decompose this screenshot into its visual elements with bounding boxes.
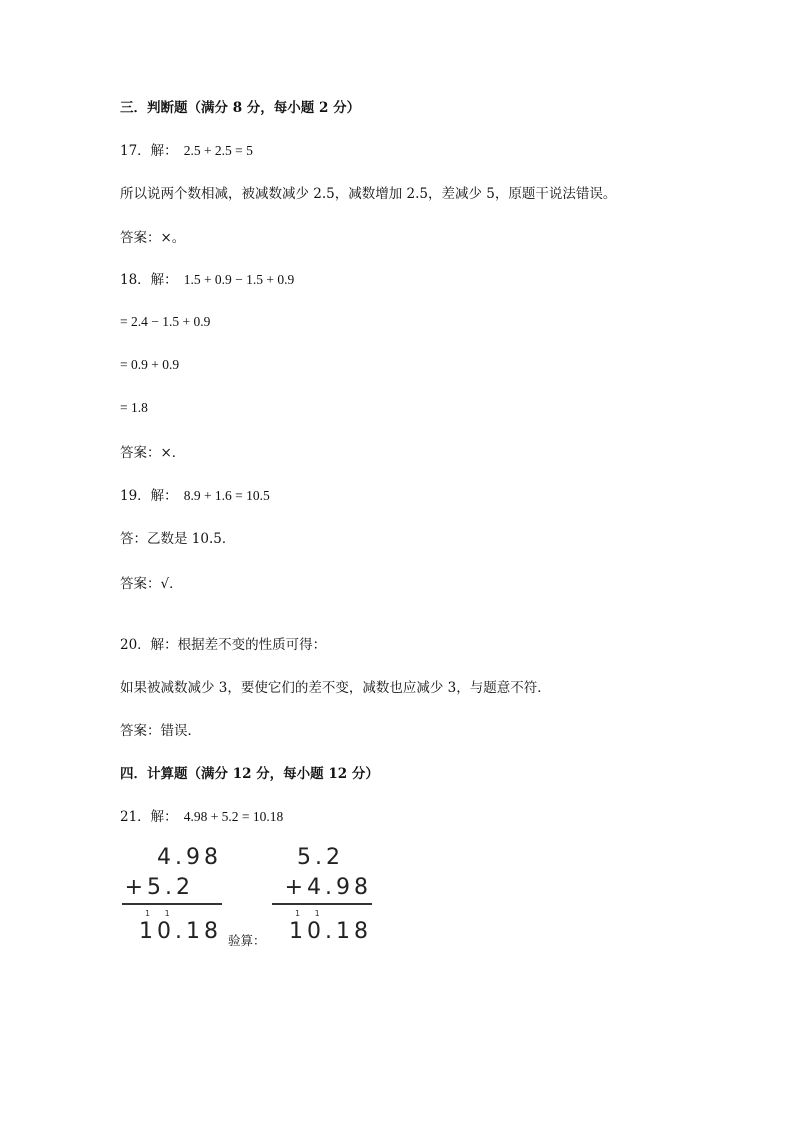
q19-answer: 答案：√． — [120, 576, 183, 592]
q21-label: 21．解： — [120, 809, 178, 825]
q19-label: 19．解： — [120, 488, 178, 504]
q21-expression: 4.98 + 5.2 = 10.18 — [183, 809, 284, 824]
check-label: 验算： — [228, 933, 266, 948]
calc1-result: 10.18 — [139, 919, 222, 944]
q19-line — [120, 486, 270, 506]
q21-line — [120, 807, 283, 827]
q17-line — [120, 141, 253, 161]
q18-step1: = 2.4 − 1.5 + 0.9 — [120, 314, 211, 329]
calc1-carries: 1 1 — [145, 909, 176, 918]
calc2-addend: +4.98 — [284, 875, 372, 900]
q18-label: 18．解： — [120, 272, 178, 288]
section3-heading: 三．判断题（满分 8 分，每小题 2 分） — [120, 100, 361, 116]
q17-explanation: 所以说两个数相减，被减数减少 2.5，减数增加 2.5，差减少 5，原题干说法错误。 — [120, 186, 617, 202]
calc2-carries: 1 1 — [295, 909, 326, 918]
q17-expression: 2.5 + 2.5 = 5 — [183, 143, 253, 158]
q18-line — [120, 270, 294, 290]
section4-heading: 四．计算题（满分 12 分，每小题 12 分） — [120, 766, 379, 782]
q18-expression: 1.5 + 0.9 − 1.5 + 0.9 — [183, 272, 295, 287]
calc2-top-number: 5.2 — [297, 845, 344, 870]
q17-label: 17．解： — [120, 143, 178, 159]
q18-step3: = 1.8 — [120, 400, 148, 415]
q18-step2: = 0.9 + 0.9 — [120, 357, 180, 372]
calc2-result: 10.18 — [289, 919, 372, 944]
q20-explanation: 如果被减数减少 3，要使它们的差不变，减数也应减少 3，与题意不符． — [120, 680, 551, 696]
q20-line: 20．解：根据差不变的性质可得： — [120, 637, 327, 653]
calc1-addend: +5.2 — [124, 875, 194, 900]
calc1-top-number: 4.98 — [157, 845, 222, 870]
calc2-rule — [272, 903, 372, 905]
calc1-rule — [122, 903, 222, 905]
q17-answer: 答案：×。 — [120, 230, 186, 246]
q18-answer: 答案：×． — [120, 445, 186, 461]
q20-answer: 答案：错误． — [120, 723, 201, 739]
q19-conclusion: 答：乙数是 10.5． — [120, 531, 236, 547]
vertical-calculation-2 — [270, 843, 372, 948]
vertical-calculation-1 — [120, 843, 222, 948]
q19-expression: 8.9 + 1.6 = 10.5 — [183, 488, 270, 503]
